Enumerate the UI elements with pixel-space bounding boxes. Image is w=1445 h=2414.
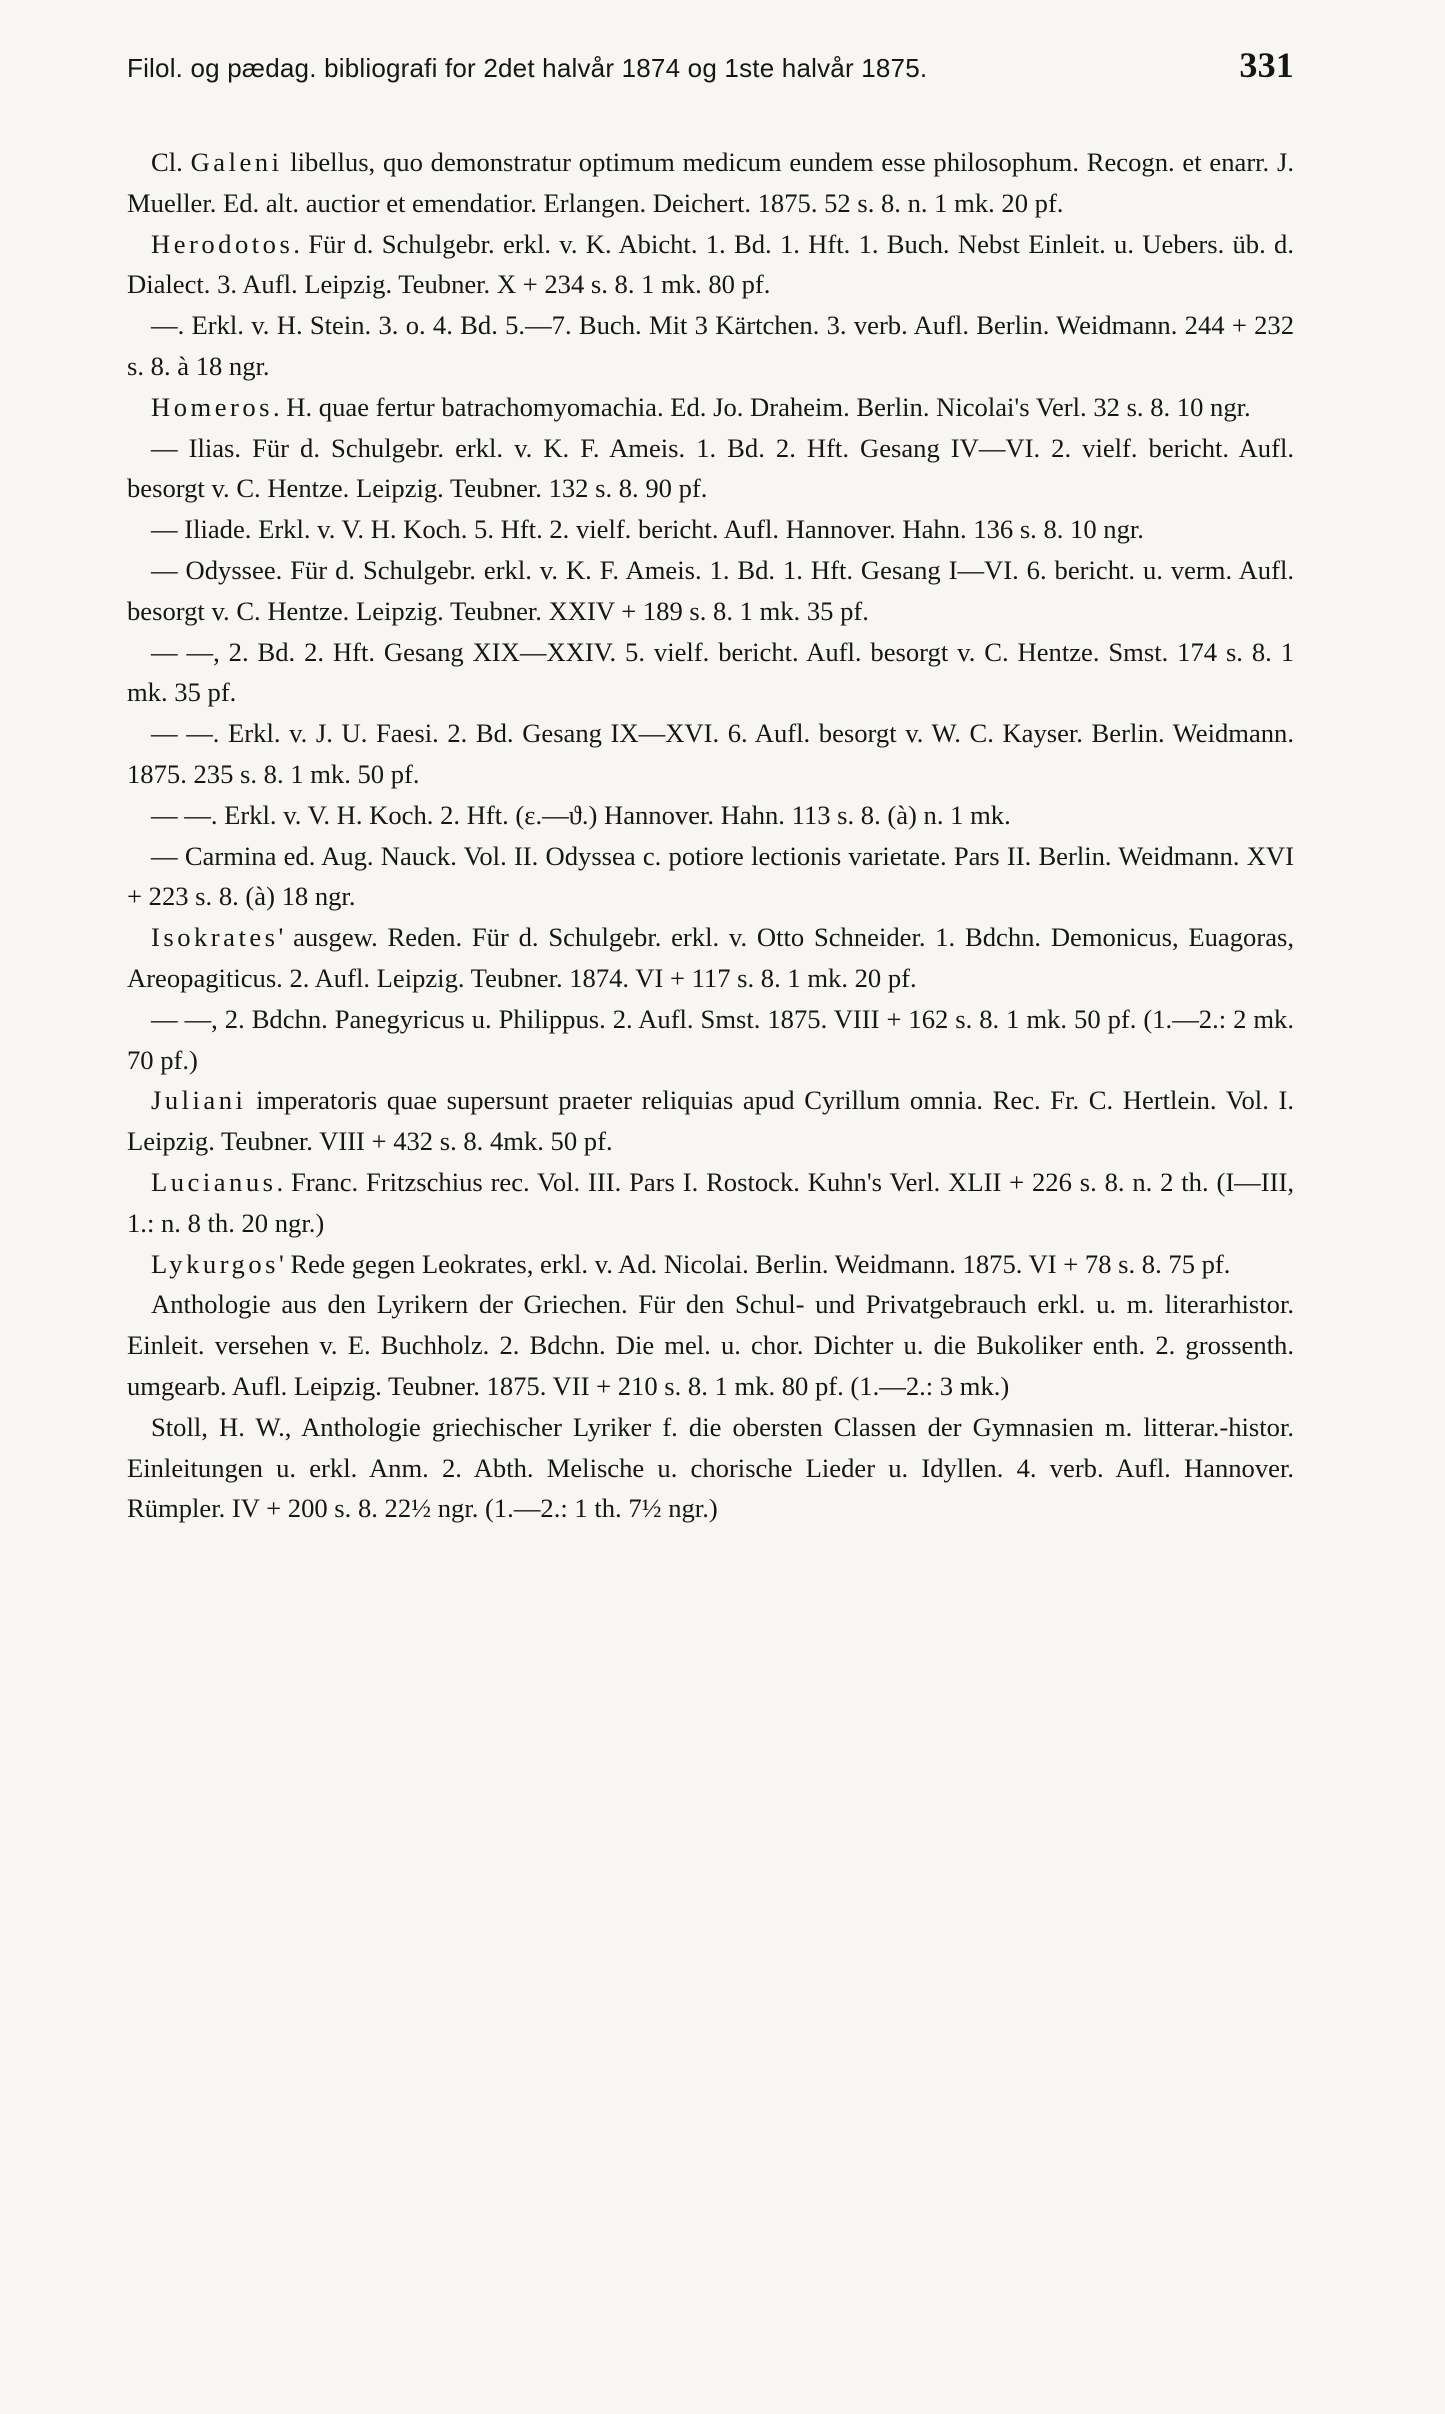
entry-text: — Ilias. Für d. Schulgebr. erkl. v. K. F. Ameis. 1. Bd. 2. Hft. Gesang IV—VI. 2. vielf. bericht. Aufl. besorgt v. C. Hentze. Leipzig. Teubner. 132 s. 8. 90 pf. xyxy=(127,432,1294,504)
entry-text: ' ausgew. Reden. Für d. Schulgebr. erkl. v. Otto Schneider. 1. Bdchn. Demonicus, Euagoras, Areopagiticus. 2. Aufl. Leipzig. Teubner. 1874. VI + 117 s. 8. 1 mk. 20 pf. xyxy=(127,922,1294,993)
entry-juliani xyxy=(127,1080,1294,1162)
entry-text: — Carmina ed. Aug. Nauck. Vol. II. Odyssea c. potiore lectionis varietate. Pars II. Berlin. Weidmann. XVI + 223 s. 8. (à) 18 ngr. xyxy=(127,840,1294,912)
entry-text: libellus, quo demonstratur optimum medicum eundem esse philosophum. Recogn. et enarr. J. Mueller. Ed. alt. auctior et emendatior. Erlangen. Deichert. 1875. 52 s. 8. n. 1 mk. 20 pf. xyxy=(127,147,1294,218)
entry-author: Homeros xyxy=(151,391,273,422)
page-number: 331 xyxy=(1239,45,1294,85)
entry-text: — Odyssee. Für d. Schulgebr. erkl. v. K. F. Ameis. 1. Bd. 1. Hft. Gesang I—VI. 6. bericht. u. verm. Aufl. besorgt v. C. Hentze. Leipzig. Teubner. XXIV + 189 s. 8. 1 mk. 35 pf. xyxy=(127,554,1294,626)
entry-text: — —. Erkl. v. V. H. Koch. 2. Hft. (ε.—ϑ.) Hannover. Hahn. 113 s. 8. (à) n. 1 mk. xyxy=(151,799,1011,830)
entry-text: imperatoris quae supersunt praeter reliquias apud Cyrillum omnia. Rec. Fr. C. Hertlein. Vol. I. Leipzig. Teubner. VIII + 432 s. 8. 4mk. 50 pf. xyxy=(127,1085,1294,1157)
entry-text: Anthologie aus den Lyrikern der Griechen. Für den Schul- und Privatgebrauch erkl. u. m. literarhistor. Einleit. versehen v. E. Buchholz. 2. Bdchn. Die mel. u. chor. Dichter u. die Bukoliker enth. 2. grossenth. umgearb. Aufl. Leipzig. Teubner. 1875. VII + 210 s. 8. 1 mk. 80 pf. (1.—2.: 3 mk.) xyxy=(127,1289,1294,1401)
bibliography-list xyxy=(127,142,1294,1529)
entry-odyssee-koch xyxy=(127,795,1294,836)
entry-anthologie xyxy=(127,1284,1294,1406)
entry-herodotos xyxy=(127,224,1294,306)
running-title: Filol. og pædag. bibliografi for 2det halvår 1874 og 1ste halvår 1875. xyxy=(127,53,928,83)
entry-text: — —. Erkl. v. J. U. Faesi. 2. Bd. Gesang IX—XVI. 6. Aufl. besorgt v. W. C. Kayser. Berlin. Weidmann. 1875. 235 s. 8. 1 mk. 50 pf. xyxy=(127,718,1294,789)
entry-author: Galeni xyxy=(190,147,283,177)
entry-homeros xyxy=(127,387,1294,428)
running-header xyxy=(127,44,1294,92)
entry-text: — —, 2. Bd. 2. Hft. Gesang XIX—XXIV. 5. vielf. bericht. Aufl. besorgt v. C. Hentze. Smst. 174 s. 8. 1 mk. 35 pf. xyxy=(127,636,1294,708)
entry-iliade xyxy=(127,509,1294,550)
entry-galeni xyxy=(127,142,1294,224)
entry-stoll xyxy=(127,1407,1294,1529)
entry-carmina xyxy=(127,836,1294,918)
entry-author: Herodotos xyxy=(151,228,294,259)
entry-odyssee-bd2 xyxy=(127,632,1294,714)
entry-author: Juliani xyxy=(151,1085,247,1116)
entry-text: ' Rede gegen Leokrates, erkl. v. Ad. Nicolai. Berlin. Weidmann. 1875. VI + 78 s. 8. 75 pf. xyxy=(279,1248,1231,1279)
entry-author: Lykurgos xyxy=(151,1248,279,1279)
entry-herodotos-stein xyxy=(127,305,1294,387)
entry-lykurgos xyxy=(127,1244,1294,1285)
entry-text: . Franc. Fritzschius rec. Vol. III. Pars I. Rostock. Kuhn's Verl. XLII + 226 s. 8. n. 2 th. (I—III, 1.: n. 8 th. 20 ngr.) xyxy=(127,1166,1294,1238)
entry-author: Isokrates xyxy=(151,922,279,953)
entry-isokrates-bd2 xyxy=(127,999,1294,1081)
entry-text: Stoll, H. W., Anthologie griechischer Lyriker f. die obersten Classen der Gymnasien m. litterar.-histor. Einleitungen u. erkl. Anm. 2. Abth. Melische u. chorische Lieder u. Idyllen. 4. verb. Aufl. Hannover. Rümpler. IV + 200 s. 8. 22½ ngr. (1.—2.: 1 th. 7½ ngr.) xyxy=(127,1411,1294,1524)
entry-odyssee-faesi xyxy=(127,713,1294,795)
entry-isokrates xyxy=(127,917,1294,999)
entry-text: —. Erkl. v. H. Stein. 3. o. 4. Bd. 5.—7. Buch. Mit 3 Kärtchen. 3. verb. Aufl. Berlin. Weidmann. 244 + 232 s. 8. à 18 ngr. xyxy=(127,310,1294,381)
entry-lucianus xyxy=(127,1162,1294,1244)
entry-author: Lucianus xyxy=(151,1166,277,1197)
entry-text: — Iliade. Erkl. v. V. H. Koch. 5. Hft. 2. vielf. bericht. Aufl. Hannover. Hahn. 136 s. 8. 10 ngr. xyxy=(151,514,1144,545)
entry-odyssee xyxy=(127,550,1294,632)
entry-text: . H. quae fertur batrachomyomachia. Ed. Jo. Draheim. Berlin. Nicolai's Verl. 32 s. 8. 10 ngr. xyxy=(273,391,1251,422)
entry-ilias xyxy=(127,428,1294,510)
entry-text: . Für d. Schulgebr. erkl. v. K. Abicht. 1. Bd. 1. Hft. 1. Buch. Nebst Einleit. u. Uebers. üb. d. Dialect. 3. Aufl. Leipzig. Teubner. X + 234 s. 8. 1 mk. 80 pf. xyxy=(127,228,1294,300)
entry-prefix: Cl. xyxy=(151,147,191,177)
entry-text: — —, 2. Bdchn. Panegyricus u. Philippus. 2. Aufl. Smst. 1875. VIII + 162 s. 8. 1 mk. 50 pf. (1.—2.: 2 mk. 70 pf.) xyxy=(127,1003,1294,1075)
